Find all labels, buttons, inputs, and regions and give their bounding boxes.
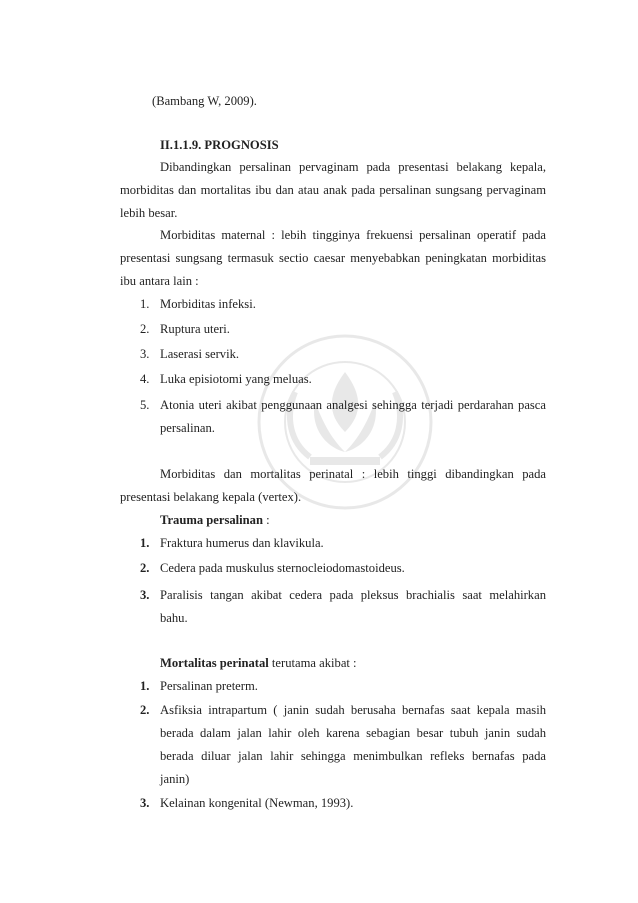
list-number: 3. <box>140 796 150 810</box>
list-number: 4. <box>140 372 150 386</box>
list-item-continuation: berada dalam jalan lahir oleh karena sebagian besar tubuh janin sudah <box>160 726 546 740</box>
citation: (Bambang W, 2009). <box>152 94 257 108</box>
list-item: Ruptura uteri. <box>160 322 230 336</box>
paragraph-line: ibu antara lain : <box>120 274 199 288</box>
section-heading: II.1.1.9. PROGNOSIS <box>160 138 279 152</box>
list-item: Asfiksia intrapartum ( janin sudah berusaha bernafas saat kepala masih <box>160 703 546 717</box>
list-item: Fraktura humerus dan klavikula. <box>160 536 324 550</box>
list-item: Laserasi servik. <box>160 347 240 361</box>
list-item: Kelainan kongenital (Newman, 1993). <box>160 796 354 810</box>
list-number: 2. <box>140 561 150 575</box>
list-number: 1. <box>140 297 150 311</box>
paragraph-line: presentasi sungsang termasuk sectio caesar menyebabkan peningkatan morbiditas <box>120 251 546 265</box>
list-number: 2. <box>140 703 150 717</box>
subheading-mortalitas <box>160 655 357 671</box>
list-item-continuation: berada diluar jalan lahir sehingga menimbulkan refleks bernafas pada <box>160 749 546 763</box>
list-item-continuation: janin) <box>160 772 190 786</box>
university-seal-watermark <box>255 332 435 512</box>
mortalitas-label: Mortalitas perinatal <box>160 656 269 670</box>
list-item: Cedera pada muskulus sternocleiodomastoideus. <box>160 561 405 575</box>
paragraph-line: Morbiditas maternal : lebih tingginya frekuensi persalinan operatif pada <box>160 228 546 242</box>
list-number: 3. <box>140 588 150 602</box>
list-item: Persalinan preterm. <box>160 679 258 693</box>
list-number: 5. <box>140 398 150 412</box>
list-item: Luka episiotomi yang meluas. <box>160 372 312 386</box>
paragraph-line: Morbiditas dan mortalitas perinatal : lebih tinggi dibandingkan pada <box>160 467 546 481</box>
list-item: Paralisis tangan akibat cedera pada pleksus brachialis saat melahirkan <box>160 588 546 602</box>
paragraph-line: morbiditas dan mortalitas ibu dan atau anak pada persalinan sungsang pervaginam <box>120 183 546 197</box>
list-item-continuation: persalinan. <box>160 421 215 435</box>
list-number: 2. <box>140 322 150 336</box>
trauma-label: Trauma persalinan <box>160 513 263 527</box>
list-number: 1. <box>140 536 150 550</box>
paragraph-line: lebih besar. <box>120 206 178 220</box>
list-item-continuation: bahu. <box>160 611 188 625</box>
paragraph-line: presentasi belakang kepala (vertex). <box>120 490 302 504</box>
mortalitas-rest: terutama akibat : <box>268 656 357 670</box>
list-item: Atonia uteri akibat penggunaan analgesi sehingga terjadi perdarahan pasca <box>160 398 546 412</box>
trauma-colon: : <box>262 513 270 527</box>
subheading-trauma <box>160 512 270 528</box>
paragraph-line: Dibandingkan persalinan pervaginam pada presentasi belakang kepala, <box>160 160 546 174</box>
list-number: 3. <box>140 347 150 361</box>
list-item: Morbiditas infeksi. <box>160 297 256 311</box>
list-number: 1. <box>140 679 150 693</box>
